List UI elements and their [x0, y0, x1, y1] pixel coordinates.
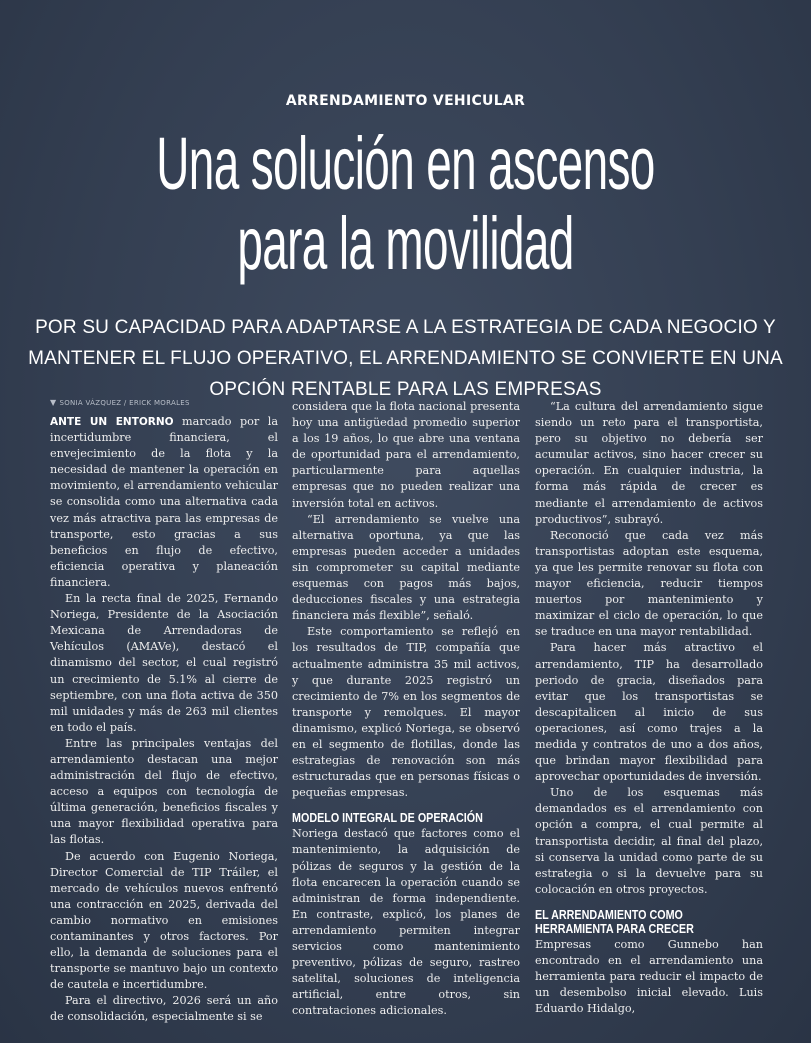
- paragraph: “El arrendamiento se vuelve una alternativa oportuna, ya que las empresas pueden acceder a unidades sin comprometer su capital mediante esquemas con pagos más bajos, deducciones fiscales y una estrategia financiera más flexible”, señaló.: [292, 512, 520, 623]
- paragraph: En la recta final de 2025, Fernando Noriega, Presidente de la Asociación Mexicana de Arrendadoras de Vehículos (AMAVe), destacó el dinamismo del sector, el cual registró un crecimiento de 5.1% al cierre de septiembre, con una flota activa de 350 mil unidades y más de 263 mil clientes en todo el país.: [50, 592, 278, 734]
- lead-in: ANTE UN ENTORNO: [50, 416, 174, 428]
- subheading-line-1: EL ARRENDAMIENTO COMO: [535, 907, 683, 922]
- paragraph: De acuerdo con Eugenio Noriega, Director Comercial de TIP Tráiler, el mercado de vehículos nuevos enfrentó una contracción en 2025, derivada del cambio normativo en emisiones contaminantes y otros factores. Por ello, la demanda de soluciones para el transporte se mantuvo bajo un contexto de cautela e incertidumbre.: [50, 849, 278, 992]
- column-1: [50, 414, 278, 1026]
- paragraph: Entre las principales ventajas del arrendamiento destacan una mejor administración del flujo de efectivo, acceso a equipos con tecnología de última generación, beneficios fiscales y una mayor flexibilidad operativa para las flotas.: [50, 736, 278, 847]
- paragraph: Para hacer más atractivo el arrendamiento, TIP ha desarrollado periodo de gracia, diseñados para evitar que los transportistas se descapitalicen al inicio de sus operaciones, así como trajes a la medida y contratos de uno a dos años, que brindan mayor flexibilidad para aprovechar oportunidades de inversión.: [535, 641, 763, 784]
- paragraph-text: marcado por la incertidumbre financiera, el envejecimiento de la flota y la necesidad de mantener la operación en movimiento, el arrendamiento vehicular se consolida como una alternativa cada vez más atractiva para las empresas de transporte, esto gracias a sus beneficios en flujo de efectivo, eficiencia operativa y planeación financiera.: [50, 415, 278, 589]
- subheading-line-2: HERRAMIENTA PARA CRECER: [535, 921, 694, 936]
- subheading: [535, 908, 763, 936]
- paragraph: Reconoció que cada vez más transportistas adoptan este esquema, ya que les permite renovar su flota con mayor eficiencia, reducir tiempos muertos por mantenimiento y maximizar el ciclo de operación, lo que se traduce en una mayor rentabilidad.: [535, 528, 763, 639]
- paragraph: Uno de los esquemas más demandados es el arrendamiento con opción a compra, el cual permite al transportista decidir, al final del plazo, si conserva la unidad como parte de su estrategia o si la devuelve para su colocación en otros proyectos.: [535, 786, 763, 896]
- byline: [50, 398, 190, 407]
- title-line-1: Una solución en ascenso: [156, 122, 655, 205]
- column-2: [292, 399, 520, 1019]
- article-title: [154, 124, 657, 284]
- byline-authors: SONIA VÁZQUEZ / ERICK MORALES: [59, 399, 190, 407]
- paragraph: Para el directivo, 2026 será un año de consolidación, especialmente si se: [50, 994, 278, 1024]
- section-kicker: ARRENDAMIENTO VEHICULAR: [285, 93, 526, 109]
- article-deck: POR SU CAPACIDAD PARA ADAPTARSE A LA ESTRATEGIA DE CADA NEGOCIO Y MANTENER EL FLUJO OPERATIVO, EL ARRENDAMIENTO SE CONVIERTE EN UNA OPCIÓN RENTABLE PARA LAS EMPRESAS: [28, 317, 783, 400]
- paragraph: “La cultura del arrendamiento sigue siendo un reto para el transportista, pero su objetivo no debería ser acumular activos, sino hacer crecer su operación. En cualquier industria, la forma más rápida de crecer es mediante el arrendamiento de activos productivos”, subrayó.: [535, 400, 763, 526]
- title-line-2: para la movilidad: [237, 202, 574, 285]
- triangle-icon: ▼: [50, 398, 57, 407]
- subheading: MODELO INTEGRAL DE OPERACIÓN: [292, 811, 483, 826]
- paragraph: Empresas como Gunnebo han encontrado en el arrendamiento una herramienta para reducir el impacto de un desembolso inicial elevado. Luis Eduardo Hidalgo,: [535, 937, 763, 1016]
- paragraph: [50, 414, 278, 591]
- paragraph: considera que la flota nacional presenta hoy una antigüedad promedio superior a los 19 años, lo que abre una ventana de oportunidad para el arrendamiento, particularmente para aquellas empresas que no pueden realizar una inversión total en activos.: [292, 400, 520, 510]
- paragraph: Este comportamiento se reflejó en los resultados de TIP, compañía que actualmente administra 35 mil activos, y que durante 2025 registró un crecimiento de 7% en los segmentos de transporte y remolques. El mayor dinamismo, explicó Noriega, se observó en el segmento de flotillas, donde las estrategias de renovación son más estructuradas que en personas físicas o pequeñas empresas.: [292, 625, 520, 800]
- paragraph: Noriega destacó que factores como el mantenimiento, la adquisición de pólizas de seguros y la gestión de la flota encarecen la operación cuando se administran de forma independiente. En contraste, explicó, los planes de arrendamiento permiten integrar servicios como mantenimiento preventivo, pólizas de seguro, rastreo satelital, soluciones de inteligencia artificial, entre otros, sin contrataciones adicionales.: [292, 827, 520, 1018]
- column-3: [535, 399, 763, 1017]
